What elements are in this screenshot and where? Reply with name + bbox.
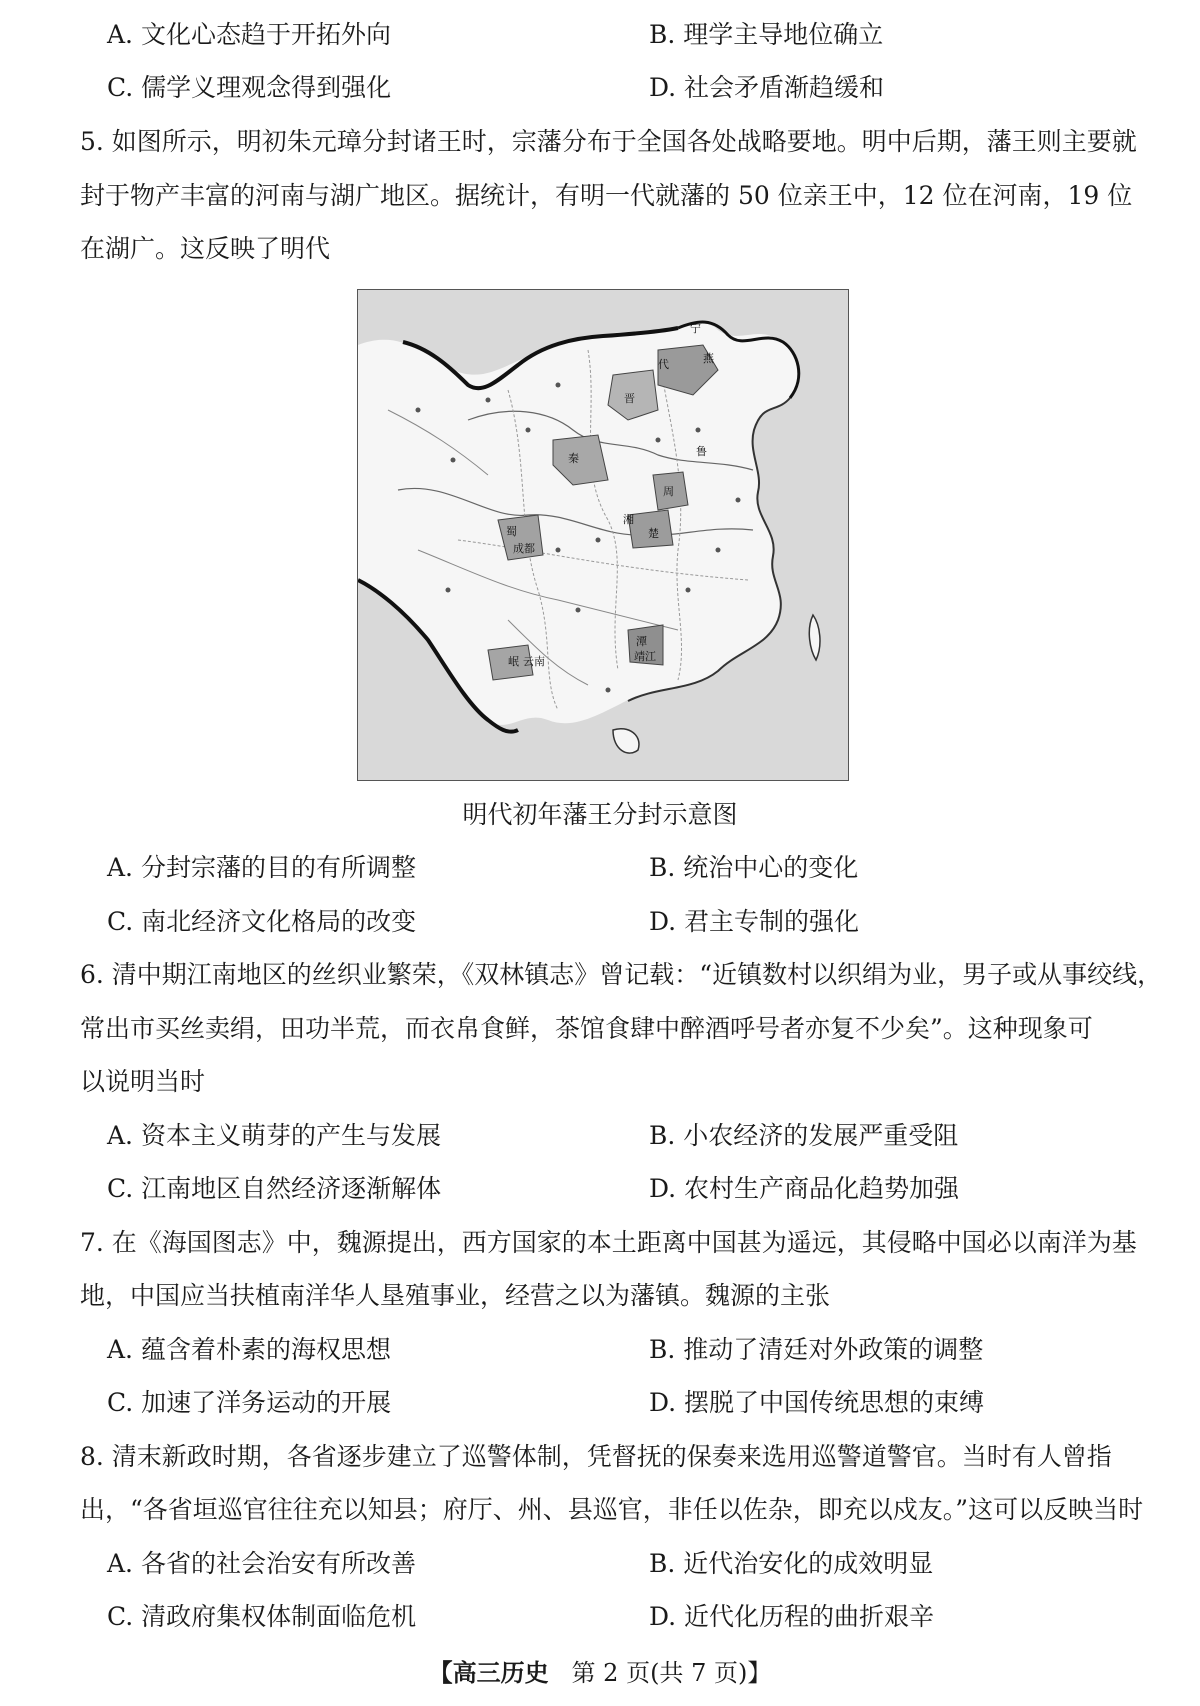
map-label-shu: 蜀 xyxy=(506,525,517,538)
map-label-qin: 秦 xyxy=(568,452,579,465)
map-label-lu: 鲁 xyxy=(696,445,707,458)
q8-option-d: D. 近代化历程的曲折艰辛 xyxy=(649,1602,935,1631)
q8-stem-line-1: 8. 清末新政时期，各省逐步建立了巡警体制，凭督抚的保奏来选用巡警道警官。当时有人曾指 xyxy=(80,1442,1112,1471)
map-label-yan: 燕 xyxy=(703,352,714,365)
q5-option-a: A. 分封宗藩的目的有所调整 xyxy=(107,853,416,882)
q7-option-b: B. 推动了清廷对外政策的调整 xyxy=(649,1335,984,1364)
q6-option-d: D. 农村生产商品化趋势加强 xyxy=(649,1174,960,1203)
q5-option-c: C. 南北经济文化格局的改变 xyxy=(107,907,417,936)
q6-stem-line-3: 以说明当时 xyxy=(80,1067,206,1096)
q5-stem-line-1: 5. 如图所示，明初朱元璋分封诸王时，宗藩分布于全国各处战略要地。明中后期，藩王则主要就 xyxy=(80,127,1137,156)
q6-option-a: A. 资本主义萌芽的产生与发展 xyxy=(107,1121,441,1150)
map-label-zhou: 周 xyxy=(663,485,674,498)
q7-option-d: D. 摆脱了中国传统思想的束缚 xyxy=(649,1388,985,1417)
map-label-dai: 代 xyxy=(658,358,669,371)
q8-option-c: C. 清政府集权体制面临危机 xyxy=(107,1602,417,1631)
map-label-xiang: 湘 xyxy=(623,513,634,526)
page-footer xyxy=(0,1656,1200,1690)
q7-stem-line-2: 地，中国应当扶植南洋华人垦殖事业，经营之以为藩镇。魏源的主张 xyxy=(80,1281,831,1310)
mainland-shape xyxy=(358,323,799,725)
q8-option-b: B. 近代治安化的成效明显 xyxy=(649,1549,934,1578)
q8-option-a: A. 各省的社会治安有所改善 xyxy=(107,1549,416,1578)
q6-option-b: B. 小农经济的发展严重受阻 xyxy=(649,1121,959,1150)
footer-page-number: 第 2 页(共 7 页)】 xyxy=(571,1659,772,1687)
q7-option-c: C. 加速了洋务运动的开展 xyxy=(107,1388,392,1417)
map-label-min: 岷 xyxy=(508,655,519,668)
map-label-chengdu: 成都 xyxy=(513,542,535,555)
map-label-chu: 楚 xyxy=(648,527,659,540)
q4-option-d: D. 社会矛盾渐趋缓和 xyxy=(649,73,885,102)
q5-stem-line-2: 封于物产丰富的河南与湖广地区。据统计，有明一代就藩的 50 位亲王中，12 位在河南，19 位 xyxy=(80,181,1133,210)
map-label-yunnan: 云南 xyxy=(523,655,545,668)
q6-stem-line-1: 6. 清中期江南地区的丝织业繁荣，《双林镇志》曾记载：“近镇数村以织绢为业，男子或从事绞线， xyxy=(80,960,1163,989)
map-label-tan: 潭 xyxy=(636,635,647,648)
q5-option-d: D. 君主专制的强化 xyxy=(649,907,860,936)
map-label-ning: 宁 xyxy=(690,322,701,335)
map-caption: 明代初年藩王分封示意图 xyxy=(462,800,738,829)
taiwan-island xyxy=(809,615,820,660)
hainan-island xyxy=(613,729,639,753)
q5-option-b: B. 统治中心的变化 xyxy=(649,853,859,882)
q6-option-c: C. 江南地区自然经济逐渐解体 xyxy=(107,1174,442,1203)
q4-option-c: C. 儒学义理观念得到强化 xyxy=(107,73,392,102)
footer-subject: 【高三历史 xyxy=(428,1658,549,1687)
q7-option-a: A. 蕴含着朴素的海权思想 xyxy=(107,1335,391,1364)
map-label-jin: 晋 xyxy=(624,392,635,405)
q6-stem-line-2: 常出市买丝卖绢，田功半荒，而衣帛食鲜，茶馆食肆中醉酒呼号者亦复不少矣”。这种现象可 xyxy=(80,1014,1093,1043)
q8-stem-line-2: 出，“各省垣巡官往往充以知县；府厅、州、县巡官，非任以佐杂，即充以戍友。”这可以反映当时 xyxy=(80,1495,1144,1524)
ming-fief-map xyxy=(357,289,849,781)
q5-stem-line-3: 在湖广。这反映了明代 xyxy=(80,234,331,263)
map-graphic xyxy=(358,290,848,780)
q7-stem-line-1: 7. 在《海国图志》中，魏源提出，西方国家的本土距离中国甚为遥远，其侵略中国必以南洋为基 xyxy=(80,1228,1137,1257)
q4-option-b: B. 理学主导地位确立 xyxy=(649,20,884,49)
map-label-jingjiang: 靖江 xyxy=(634,650,656,663)
q4-option-a: A. 文化心态趋于开拓外向 xyxy=(107,20,391,49)
